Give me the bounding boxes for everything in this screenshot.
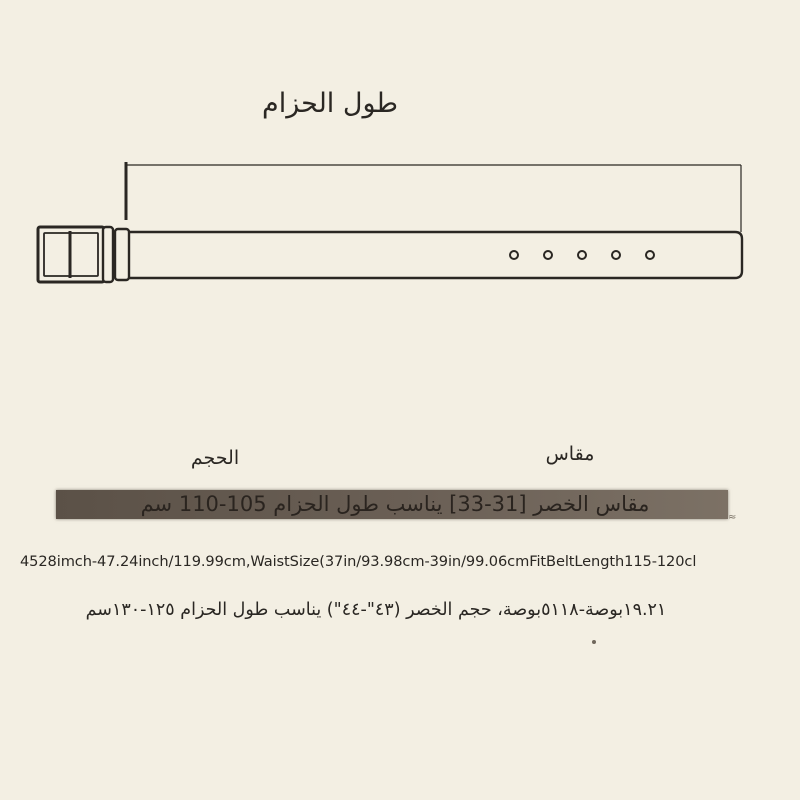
buckle-keeper-2 [115,229,129,280]
belt-hole [578,251,586,259]
band-tail-mark: ≈ [728,512,737,523]
arabic-spec-row: ١٩.٢١بوصة-٥١١٨بوصة، حجم الخصر (٤٣"-٤٤") يناسب طول الحزام ١٢٥-١٣٠سم [85,600,667,620]
buckle-keeper-1 [103,227,113,282]
size-header: الحجم [190,447,240,469]
stray-dot [592,640,596,644]
waist-size-row-1: مقاس الخصر [31-33] يناسب طول الحزام 105-110 سم [140,492,650,516]
belt-diagram [0,0,800,330]
length-indicator [126,162,741,232]
belt-buckle [38,227,129,282]
measure-header: مقاس [545,443,595,465]
english-spec-row: 4528imch-47.24inch/119.99cm,WaistSize(37in/93.98cm-39in/99.06cmFitBeltLength115-120cl [20,553,697,570]
belt-hole [612,251,620,259]
belt-hole [646,251,654,259]
belt-hole [510,251,518,259]
belt-hole [544,251,552,259]
belt-length-title: طول الحزام [262,88,398,119]
